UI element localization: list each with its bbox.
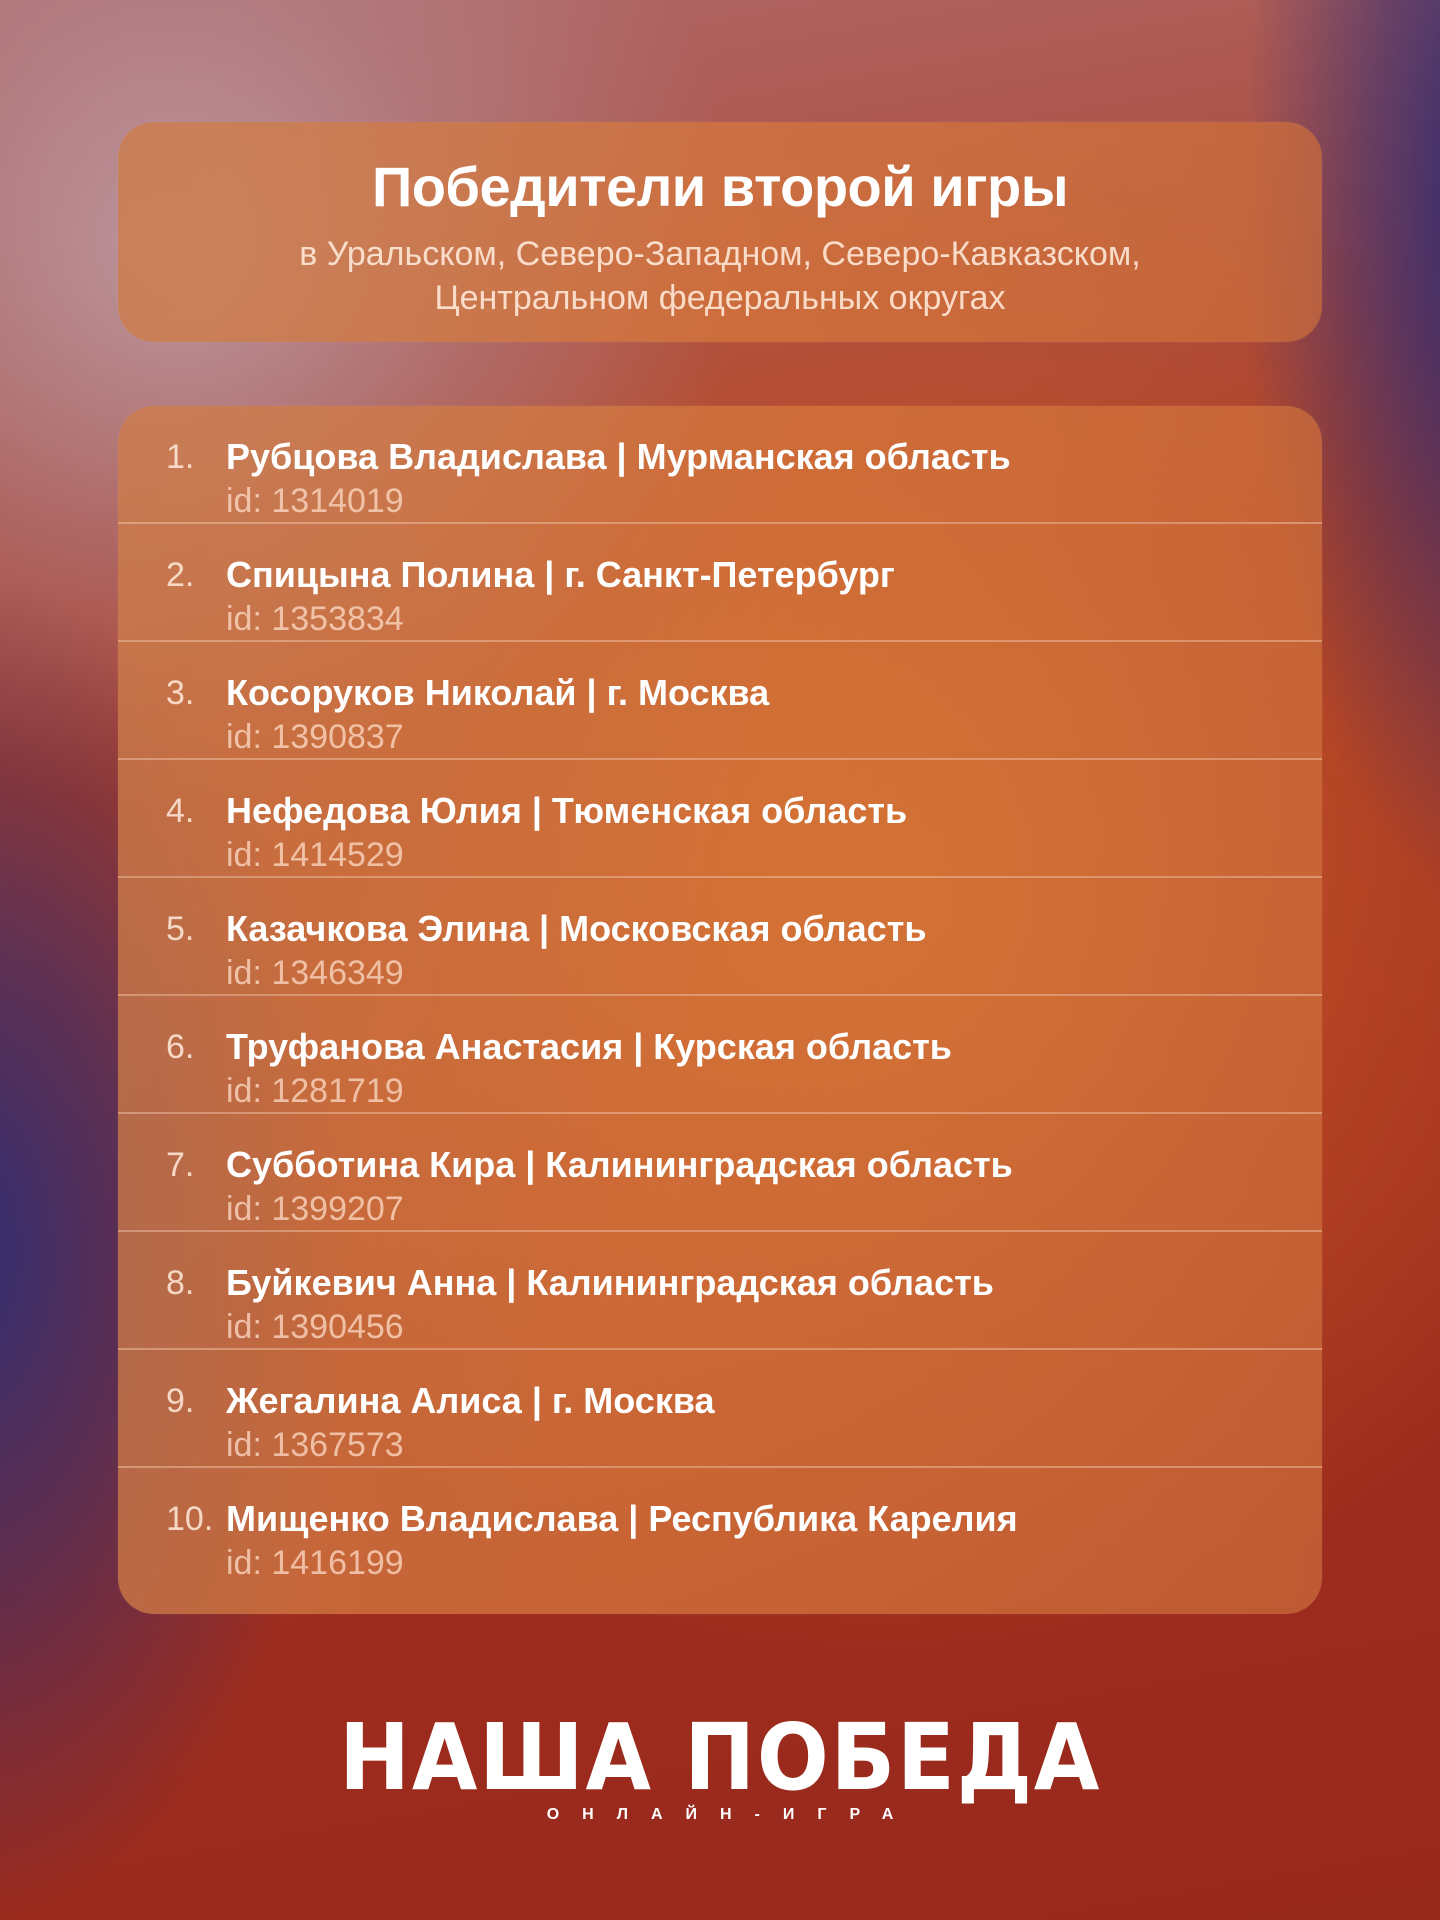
winner-name: Нефедова Юлия | Тюменская область — [226, 790, 908, 831]
logo-subtitle: ОНЛАЙН-ИГРА — [546, 1806, 917, 1823]
list-item — [118, 996, 1322, 1114]
winner-rank: 9. — [166, 1382, 195, 1420]
list-item — [118, 1114, 1322, 1232]
winner-id: id: 1399207 — [226, 1190, 404, 1228]
winner-rank: 6. — [166, 1028, 195, 1066]
winner-rank: 2. — [166, 556, 195, 594]
winner-name: Рубцова Владислава | Мурманская область — [226, 436, 1011, 477]
winner-name: Косоруков Николай | г. Москва — [226, 672, 770, 713]
winner-id: id: 1390837 — [226, 718, 404, 756]
winner-name: Труфанова Анастасия | Курская область — [226, 1026, 952, 1067]
list-item — [118, 1350, 1322, 1468]
winner-rank: 10. — [166, 1500, 214, 1538]
winner-name: Спицына Полина | г. Санкт-Петербург — [226, 554, 895, 595]
list-item — [118, 1232, 1322, 1350]
winner-id: id: 1346349 — [226, 954, 404, 992]
page-subtitle — [118, 232, 1322, 320]
winner-rank: 1. — [166, 438, 195, 476]
winner-name: Мищенко Владислава | Республика Карелия — [226, 1498, 1018, 1539]
winner-rank: 8. — [166, 1264, 195, 1302]
winner-id: id: 1281719 — [226, 1072, 404, 1110]
header-card — [118, 122, 1322, 342]
winner-rank: 3. — [166, 674, 195, 712]
winner-name: Субботина Кира | Калининградская область — [226, 1144, 1013, 1185]
list-item — [118, 406, 1322, 524]
list-item — [118, 760, 1322, 878]
winners-list — [118, 406, 1322, 1614]
logo — [0, 1704, 1440, 1824]
winner-id: id: 1414529 — [226, 836, 404, 874]
subtitle-line-1: в Уральском, Северо-Западном, Северо-Кавказском, — [299, 235, 1141, 273]
winner-id: id: 1367573 — [226, 1426, 404, 1464]
winner-id: id: 1353834 — [226, 600, 404, 638]
logo-title: НАША ПОБЕДА — [338, 1704, 1102, 1811]
list-item — [118, 524, 1322, 642]
winner-name: Буйкевич Анна | Калининградская область — [226, 1262, 994, 1303]
winner-rank: 5. — [166, 910, 195, 948]
winner-rank: 4. — [166, 792, 195, 830]
page-title: Победители второй игры — [371, 155, 1069, 218]
list-item — [118, 878, 1322, 996]
winner-id: id: 1314019 — [226, 482, 404, 520]
list-item — [118, 642, 1322, 760]
subtitle-line-2: Центральном федеральных округах — [434, 279, 1006, 317]
winner-id: id: 1390456 — [226, 1308, 404, 1346]
list-item — [118, 1468, 1322, 1586]
winner-name: Казачкова Элина | Московская область — [226, 908, 927, 949]
winner-id: id: 1416199 — [226, 1544, 404, 1582]
winner-name: Жегалина Алиса | г. Москва — [226, 1380, 715, 1421]
winner-rank: 7. — [166, 1146, 195, 1184]
